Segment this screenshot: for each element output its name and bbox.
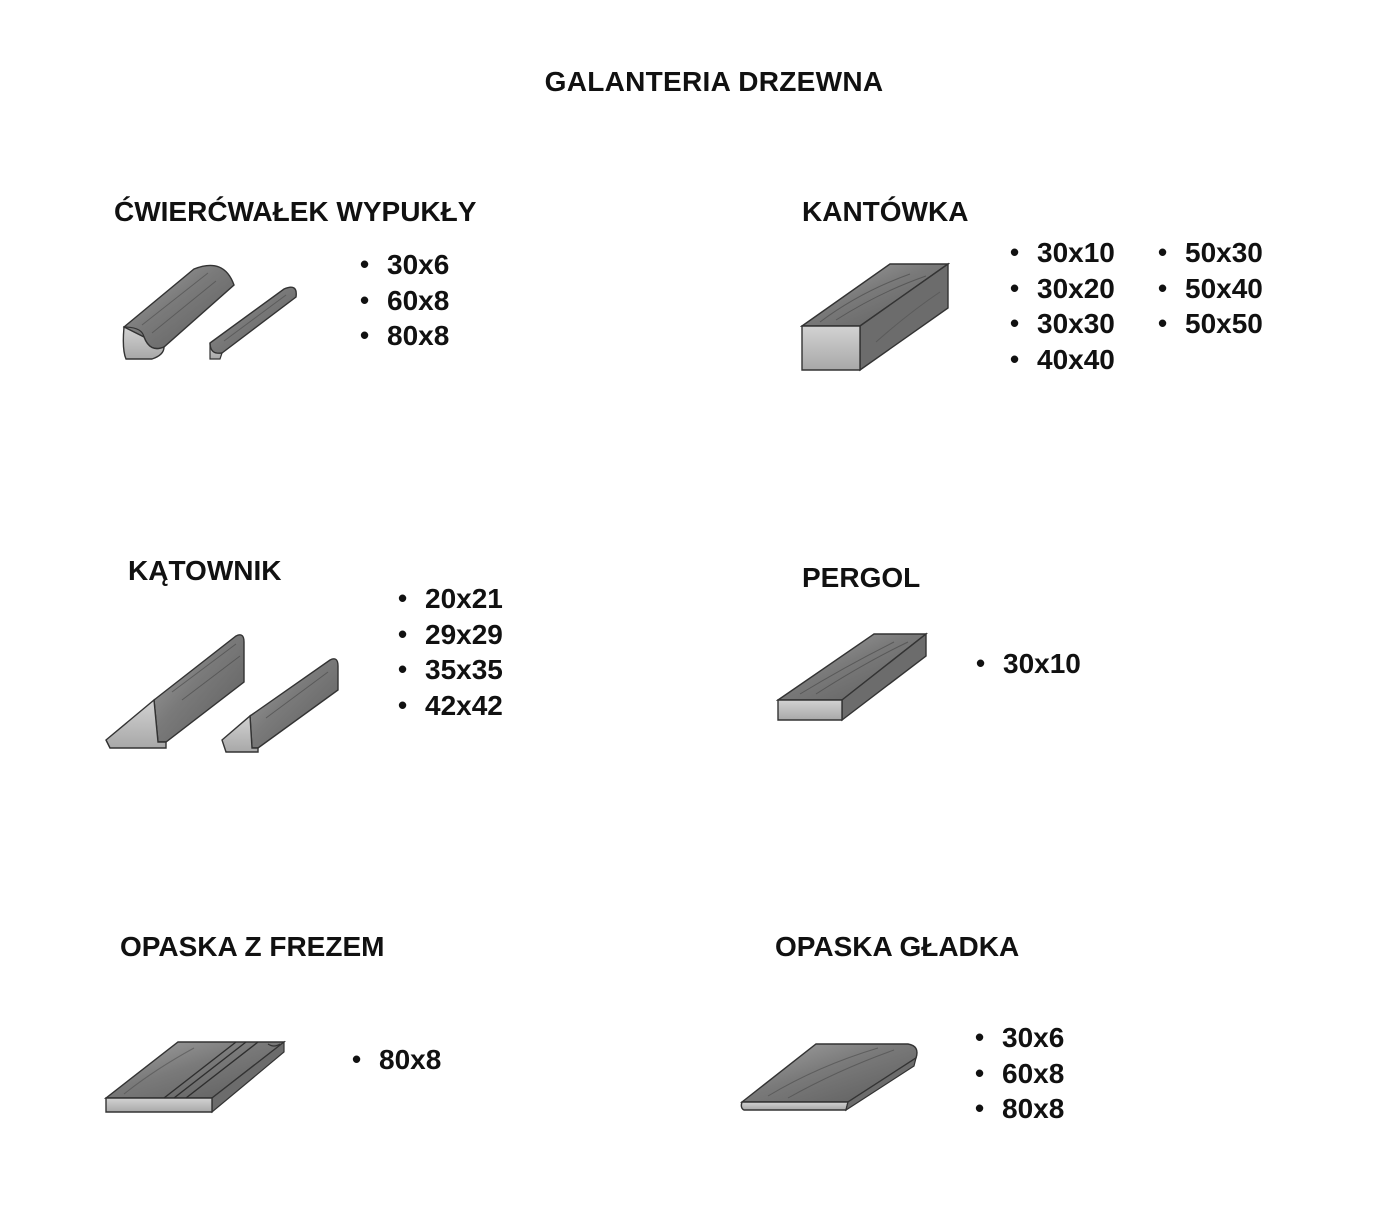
size-item: • 80x8 [360,318,449,354]
size-item: • 50x30 [1158,235,1263,271]
square-beam-icon [800,262,950,374]
product-name: KĄTOWNIK [128,555,282,586]
size-item: • 30x30 [1010,306,1115,342]
product-name: OPASKA Z FREZEM [120,931,385,962]
size-list [360,247,449,354]
pergola-board-icon [776,632,931,724]
page-title: GALANTERIA DRZEWNA [544,66,884,97]
size-list [1010,235,1115,377]
size-list-col2 [1158,235,1263,342]
product-name: PERGOL [802,562,921,593]
product-name: ĆWIERĆWAŁEK WYPUKŁY [114,196,477,227]
milled-trim-icon [104,1040,289,1118]
size-item: • 40x40 [1010,342,1115,378]
smooth-trim-icon [738,1040,923,1114]
size-item: • 80x8 [975,1091,1064,1127]
size-list [398,581,503,723]
size-item: • 60x8 [975,1056,1064,1092]
size-list [352,1042,441,1078]
size-item: • 80x8 [352,1042,441,1078]
angle-profile-icon [102,630,347,755]
size-item: • 29x29 [398,617,503,653]
size-item: • 30x20 [1010,271,1115,307]
size-item: • 30x10 [1010,235,1115,271]
size-item: • 30x6 [975,1020,1064,1056]
size-item: • 20x21 [398,581,503,617]
size-item: • 30x6 [360,247,449,283]
size-list [976,646,1081,682]
size-item: • 50x50 [1158,306,1263,342]
size-item: • 35x35 [398,652,503,688]
size-item: • 60x8 [360,283,449,319]
size-item: • 50x40 [1158,271,1263,307]
size-item: • 30x10 [976,646,1081,682]
product-name: OPASKA GŁADKA [775,931,1020,962]
size-item: • 42x42 [398,688,503,724]
quarter-round-moulding-icon [112,255,312,370]
product-name: KANTÓWKA [802,196,969,227]
size-list [975,1020,1064,1127]
